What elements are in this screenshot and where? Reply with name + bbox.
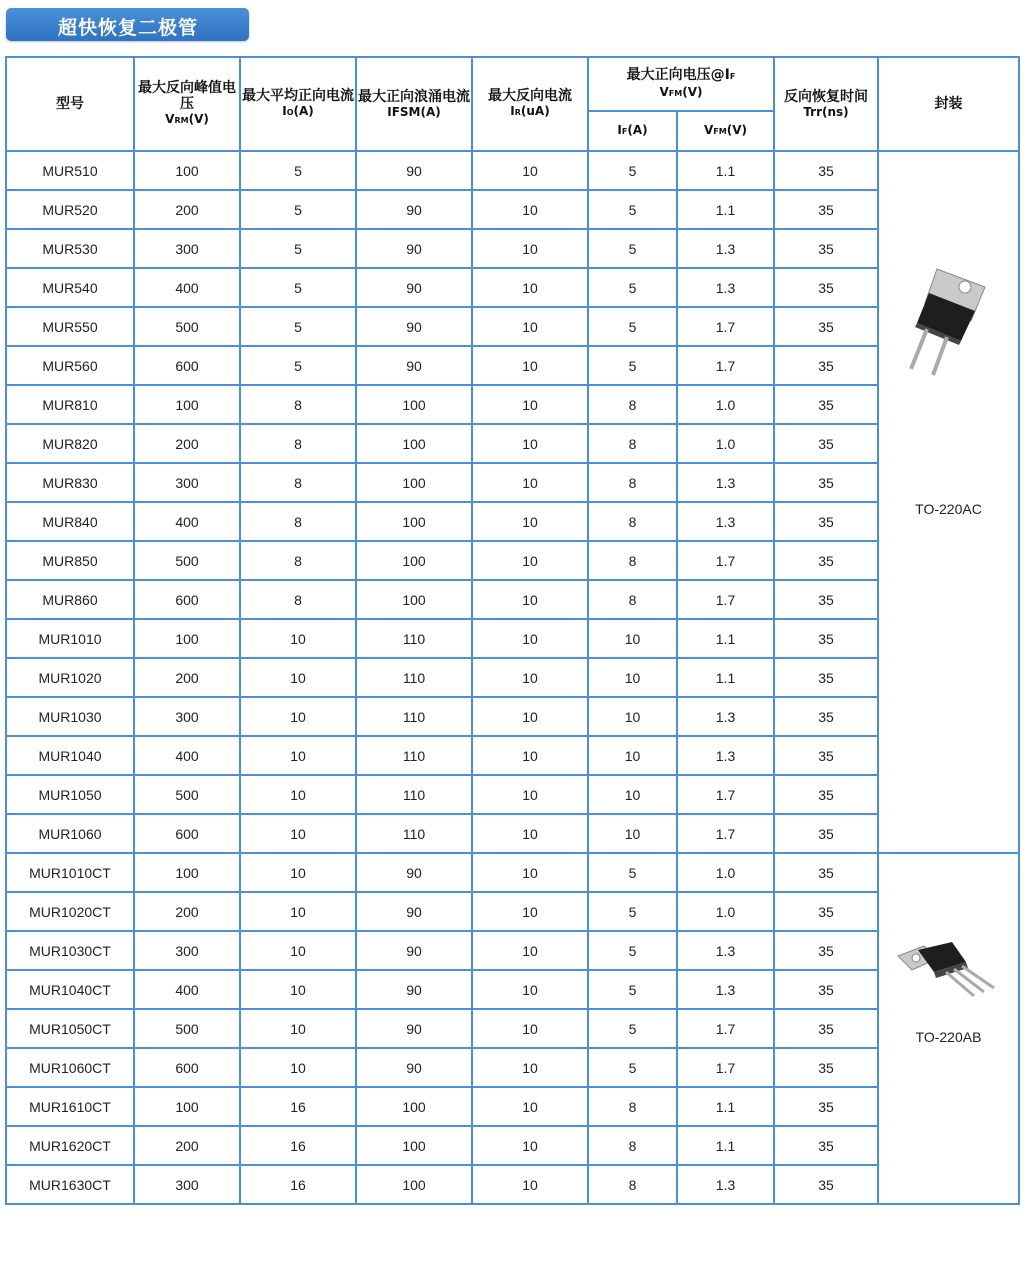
table-row	[6, 151, 1019, 190]
cell-ir: 10	[472, 931, 588, 970]
cell-ifsm: 100	[356, 1087, 472, 1126]
cell-vfm: 1.3	[677, 502, 774, 541]
title-banner	[6, 8, 249, 41]
cell-vrm: 300	[134, 463, 240, 502]
cell-ir: 10	[472, 970, 588, 1009]
cell-vfm: 1.1	[677, 190, 774, 229]
cell-vrm: 600	[134, 580, 240, 619]
cell-model: MUR1020	[6, 658, 134, 697]
cell-io: 10	[240, 697, 356, 736]
cell-model: MUR840	[6, 502, 134, 541]
cell-vfm: 1.3	[677, 970, 774, 1009]
cell-ir: 10	[472, 151, 588, 190]
cell-vfm: 1.0	[677, 892, 774, 931]
cell-vrm: 500	[134, 307, 240, 346]
cell-vrm: 200	[134, 892, 240, 931]
cell-trr: 35	[774, 580, 878, 619]
table-row	[6, 463, 1019, 502]
cell-vrm: 300	[134, 931, 240, 970]
cell-trr: 35	[774, 1048, 878, 1087]
table-row	[6, 736, 1019, 775]
cell-trr: 35	[774, 1165, 878, 1204]
cell-vrm: 200	[134, 1126, 240, 1165]
cell-trr: 35	[774, 502, 878, 541]
cell-model: MUR1010CT	[6, 853, 134, 892]
cell-vfm: 1.1	[677, 151, 774, 190]
cell-if: 10	[588, 814, 677, 853]
table-row	[6, 1165, 1019, 1204]
table-row	[6, 580, 1019, 619]
cell-ir: 10	[472, 424, 588, 463]
cell-io: 10	[240, 1048, 356, 1087]
cell-vfm: 1.7	[677, 1048, 774, 1087]
cell-trr: 35	[774, 541, 878, 580]
cell-if: 5	[588, 307, 677, 346]
cell-ifsm: 100	[356, 1126, 472, 1165]
cell-ifsm: 90	[356, 346, 472, 385]
cell-model: MUR860	[6, 580, 134, 619]
cell-trr: 35	[774, 658, 878, 697]
cell-vrm: 100	[134, 853, 240, 892]
cell-io: 10	[240, 853, 356, 892]
cell-ir: 10	[472, 775, 588, 814]
table-row	[6, 268, 1019, 307]
table-row	[6, 1087, 1019, 1126]
cell-io: 8	[240, 385, 356, 424]
cell-model: MUR1030	[6, 697, 134, 736]
cell-ifsm: 100	[356, 502, 472, 541]
cell-if: 5	[588, 346, 677, 385]
cell-trr: 35	[774, 346, 878, 385]
to-220ac-package-icon	[899, 257, 999, 377]
cell-trr: 35	[774, 775, 878, 814]
cell-model: MUR1040	[6, 736, 134, 775]
header-ifsm: 最大正向浪涌电流 IFSM(A)	[356, 57, 472, 151]
cell-io: 5	[240, 151, 356, 190]
cell-ir: 10	[472, 541, 588, 580]
cell-if: 5	[588, 931, 677, 970]
cell-trr: 35	[774, 463, 878, 502]
header-vfm: 最大正向电压@IF VFM(V)	[588, 57, 774, 111]
cell-ir: 10	[472, 814, 588, 853]
cell-if: 8	[588, 502, 677, 541]
header-package: 封装	[878, 57, 1019, 151]
cell-model: MUR530	[6, 229, 134, 268]
cell-model: MUR1050	[6, 775, 134, 814]
cell-vfm: 1.3	[677, 1165, 774, 1204]
cell-ifsm: 90	[356, 268, 472, 307]
cell-model: MUR1630CT	[6, 1165, 134, 1204]
cell-ir: 10	[472, 892, 588, 931]
cell-ir: 10	[472, 463, 588, 502]
cell-ir: 10	[472, 580, 588, 619]
cell-if: 5	[588, 229, 677, 268]
package-cell	[878, 151, 1019, 853]
cell-model: MUR1040CT	[6, 970, 134, 1009]
cell-if: 5	[588, 1048, 677, 1087]
cell-io: 16	[240, 1165, 356, 1204]
cell-io: 5	[240, 307, 356, 346]
cell-model: MUR830	[6, 463, 134, 502]
package-cell	[878, 853, 1019, 1204]
cell-io: 10	[240, 1009, 356, 1048]
cell-vfm: 1.7	[677, 1009, 774, 1048]
cell-if: 8	[588, 424, 677, 463]
table-row	[6, 1009, 1019, 1048]
cell-trr: 35	[774, 268, 878, 307]
table-row	[6, 1126, 1019, 1165]
header-vrm: 最大反向峰值电压 VRM(V)	[134, 57, 240, 151]
table-row	[6, 658, 1019, 697]
cell-trr: 35	[774, 892, 878, 931]
package-label: TO-220AB	[915, 1029, 982, 1045]
cell-if: 8	[588, 1126, 677, 1165]
table-row	[6, 424, 1019, 463]
cell-if: 5	[588, 970, 677, 1009]
cell-ifsm: 90	[356, 892, 472, 931]
cell-if: 8	[588, 463, 677, 502]
table-row	[6, 814, 1019, 853]
cell-model: MUR1620CT	[6, 1126, 134, 1165]
cell-io: 10	[240, 970, 356, 1009]
cell-ir: 10	[472, 658, 588, 697]
cell-trr: 35	[774, 1126, 878, 1165]
cell-ifsm: 100	[356, 424, 472, 463]
cell-ifsm: 90	[356, 307, 472, 346]
cell-trr: 35	[774, 619, 878, 658]
cell-if: 8	[588, 1165, 677, 1204]
cell-vfm: 1.3	[677, 229, 774, 268]
cell-if: 5	[588, 1009, 677, 1048]
table-row	[6, 1048, 1019, 1087]
cell-ir: 10	[472, 736, 588, 775]
to-220ab-package-icon	[894, 938, 1004, 1008]
cell-ir: 10	[472, 853, 588, 892]
cell-trr: 35	[774, 1087, 878, 1126]
cell-vfm: 1.0	[677, 424, 774, 463]
table-row	[6, 970, 1019, 1009]
cell-vrm: 500	[134, 1009, 240, 1048]
cell-vfm: 1.3	[677, 736, 774, 775]
cell-trr: 35	[774, 229, 878, 268]
cell-trr: 35	[774, 736, 878, 775]
package-label: TO-220AC	[915, 501, 982, 517]
cell-ir: 10	[472, 307, 588, 346]
table-row	[6, 229, 1019, 268]
cell-ir: 10	[472, 502, 588, 541]
table-row	[6, 502, 1019, 541]
cell-ifsm: 110	[356, 814, 472, 853]
cell-trr: 35	[774, 385, 878, 424]
cell-vfm: 1.7	[677, 580, 774, 619]
cell-ir: 10	[472, 1087, 588, 1126]
cell-ifsm: 100	[356, 541, 472, 580]
cell-io: 10	[240, 736, 356, 775]
cell-ifsm: 100	[356, 1165, 472, 1204]
cell-trr: 35	[774, 697, 878, 736]
cell-vrm: 600	[134, 1048, 240, 1087]
cell-ir: 10	[472, 1009, 588, 1048]
cell-vrm: 400	[134, 502, 240, 541]
cell-model: MUR810	[6, 385, 134, 424]
cell-model: MUR550	[6, 307, 134, 346]
cell-if: 8	[588, 541, 677, 580]
header-if: IF(A)	[588, 111, 677, 151]
cell-trr: 35	[774, 1009, 878, 1048]
cell-vrm: 100	[134, 1087, 240, 1126]
cell-ifsm: 90	[356, 151, 472, 190]
cell-ir: 10	[472, 1126, 588, 1165]
cell-ifsm: 90	[356, 1048, 472, 1087]
table-row	[6, 385, 1019, 424]
cell-model: MUR850	[6, 541, 134, 580]
cell-io: 10	[240, 775, 356, 814]
header-ir: 最大反向电流 IR(uA)	[472, 57, 588, 151]
table-row	[6, 541, 1019, 580]
cell-vrm: 300	[134, 1165, 240, 1204]
header-vfm-value: VFM(V)	[677, 111, 774, 151]
cell-if: 10	[588, 658, 677, 697]
cell-vrm: 500	[134, 775, 240, 814]
cell-if: 8	[588, 580, 677, 619]
cell-ifsm: 90	[356, 229, 472, 268]
cell-vrm: 100	[134, 385, 240, 424]
cell-model: MUR1060CT	[6, 1048, 134, 1087]
cell-io: 10	[240, 619, 356, 658]
cell-io: 8	[240, 502, 356, 541]
cell-if: 5	[588, 190, 677, 229]
cell-io: 5	[240, 346, 356, 385]
cell-vfm: 1.1	[677, 658, 774, 697]
table-row	[6, 619, 1019, 658]
cell-vfm: 1.7	[677, 775, 774, 814]
cell-ir: 10	[472, 697, 588, 736]
cell-vfm: 1.1	[677, 1087, 774, 1126]
cell-model: MUR520	[6, 190, 134, 229]
cell-vrm: 200	[134, 424, 240, 463]
cell-ifsm: 90	[356, 931, 472, 970]
cell-ir: 10	[472, 1165, 588, 1204]
cell-model: MUR1010	[6, 619, 134, 658]
cell-io: 16	[240, 1126, 356, 1165]
cell-io: 8	[240, 424, 356, 463]
cell-ifsm: 90	[356, 970, 472, 1009]
cell-if: 5	[588, 151, 677, 190]
cell-ifsm: 110	[356, 619, 472, 658]
cell-vrm: 200	[134, 658, 240, 697]
cell-if: 10	[588, 697, 677, 736]
cell-io: 16	[240, 1087, 356, 1126]
cell-model: MUR510	[6, 151, 134, 190]
cell-io: 8	[240, 580, 356, 619]
cell-vrm: 200	[134, 190, 240, 229]
cell-vfm: 1.3	[677, 931, 774, 970]
cell-trr: 35	[774, 970, 878, 1009]
cell-vfm: 1.7	[677, 307, 774, 346]
cell-io: 5	[240, 229, 356, 268]
diode-spec-table	[5, 56, 1020, 1205]
cell-model: MUR1030CT	[6, 931, 134, 970]
cell-ir: 10	[472, 619, 588, 658]
cell-vfm: 1.7	[677, 346, 774, 385]
cell-ifsm: 110	[356, 697, 472, 736]
cell-if: 5	[588, 268, 677, 307]
cell-io: 5	[240, 190, 356, 229]
cell-vfm: 1.0	[677, 853, 774, 892]
cell-io: 10	[240, 658, 356, 697]
cell-vrm: 100	[134, 151, 240, 190]
cell-vfm: 1.7	[677, 541, 774, 580]
table-row	[6, 931, 1019, 970]
table-row	[6, 697, 1019, 736]
cell-trr: 35	[774, 424, 878, 463]
cell-vfm: 1.3	[677, 463, 774, 502]
cell-model: MUR1020CT	[6, 892, 134, 931]
cell-ifsm: 90	[356, 190, 472, 229]
cell-ir: 10	[472, 229, 588, 268]
cell-ir: 10	[472, 385, 588, 424]
cell-io: 10	[240, 814, 356, 853]
table-row	[6, 346, 1019, 385]
cell-if: 5	[588, 892, 677, 931]
cell-ir: 10	[472, 190, 588, 229]
table-row	[6, 853, 1019, 892]
cell-trr: 35	[774, 190, 878, 229]
cell-vfm: 1.1	[677, 619, 774, 658]
cell-ifsm: 100	[356, 385, 472, 424]
cell-trr: 35	[774, 814, 878, 853]
cell-if: 5	[588, 853, 677, 892]
cell-vrm: 300	[134, 697, 240, 736]
cell-vrm: 600	[134, 814, 240, 853]
cell-trr: 35	[774, 151, 878, 190]
cell-vrm: 400	[134, 268, 240, 307]
header-trr: 反向恢复时间 Trr(ns)	[774, 57, 878, 151]
cell-if: 10	[588, 775, 677, 814]
cell-vrm: 400	[134, 970, 240, 1009]
cell-if: 8	[588, 385, 677, 424]
cell-model: MUR540	[6, 268, 134, 307]
cell-io: 10	[240, 931, 356, 970]
table-row	[6, 775, 1019, 814]
table-row	[6, 892, 1019, 931]
cell-io: 8	[240, 463, 356, 502]
cell-vfm: 1.1	[677, 1126, 774, 1165]
cell-trr: 35	[774, 853, 878, 892]
cell-ifsm: 110	[356, 658, 472, 697]
cell-model: MUR1610CT	[6, 1087, 134, 1126]
cell-vfm: 1.3	[677, 268, 774, 307]
cell-vrm: 400	[134, 736, 240, 775]
cell-ifsm: 90	[356, 853, 472, 892]
cell-ir: 10	[472, 346, 588, 385]
cell-vfm: 1.7	[677, 814, 774, 853]
cell-vrm: 600	[134, 346, 240, 385]
cell-ifsm: 100	[356, 580, 472, 619]
cell-model: MUR1050CT	[6, 1009, 134, 1048]
cell-ifsm: 110	[356, 736, 472, 775]
header-model: 型号	[6, 57, 134, 151]
cell-if: 10	[588, 736, 677, 775]
cell-io: 8	[240, 541, 356, 580]
cell-model: MUR820	[6, 424, 134, 463]
cell-model: MUR1060	[6, 814, 134, 853]
cell-vfm: 1.3	[677, 697, 774, 736]
cell-vfm: 1.0	[677, 385, 774, 424]
cell-ir: 10	[472, 1048, 588, 1087]
cell-ifsm: 110	[356, 775, 472, 814]
cell-ir: 10	[472, 268, 588, 307]
table-row	[6, 190, 1019, 229]
cell-vrm: 500	[134, 541, 240, 580]
cell-if: 10	[588, 619, 677, 658]
table-row	[6, 307, 1019, 346]
cell-io: 5	[240, 268, 356, 307]
cell-model: MUR560	[6, 346, 134, 385]
cell-trr: 35	[774, 931, 878, 970]
cell-vrm: 300	[134, 229, 240, 268]
cell-ifsm: 90	[356, 1009, 472, 1048]
cell-io: 10	[240, 892, 356, 931]
header-io: 最大平均正向电流 IO(A)	[240, 57, 356, 151]
cell-vrm: 100	[134, 619, 240, 658]
cell-if: 8	[588, 1087, 677, 1126]
cell-trr: 35	[774, 307, 878, 346]
cell-ifsm: 100	[356, 463, 472, 502]
page-title: 超快恢复二极管	[58, 17, 199, 39]
